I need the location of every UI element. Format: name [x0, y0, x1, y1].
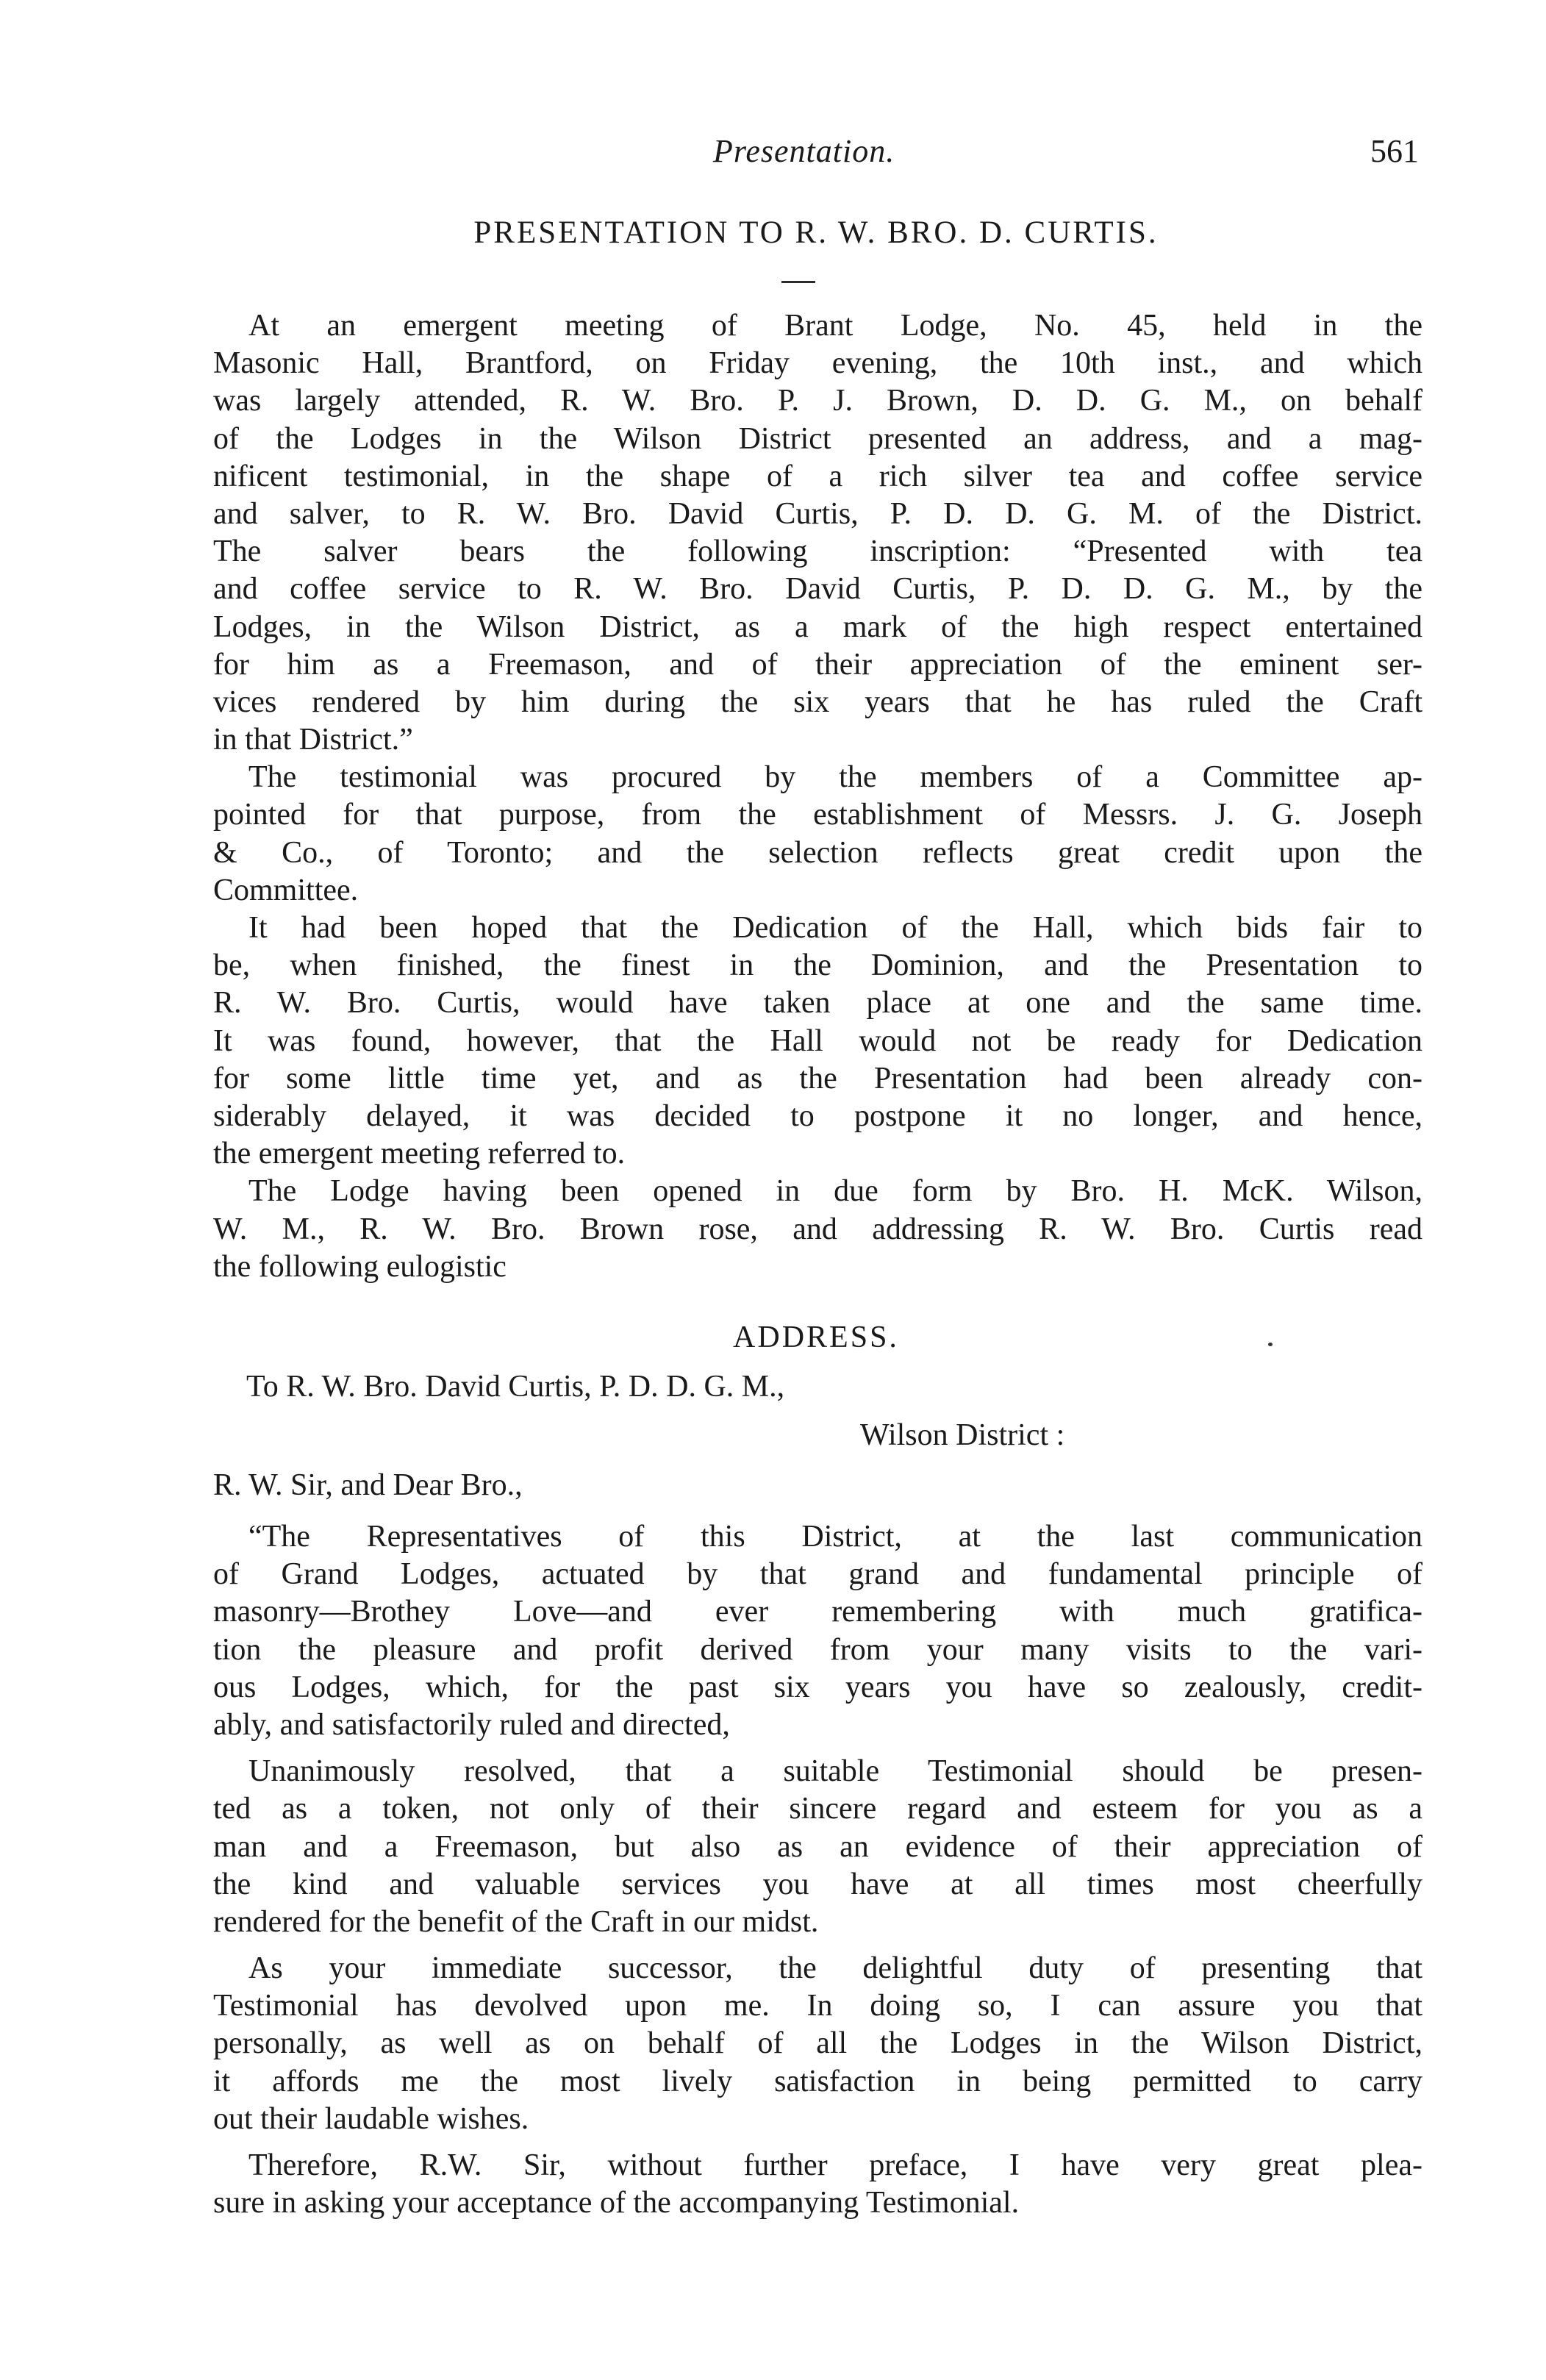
text-line: Testimonial has devolved upon me. In doing so, I can assure you that — [213, 1989, 1422, 2023]
text-line: was largely attended, R. W. Bro. P. J. Brown, D. D. G. M., on behalf — [213, 384, 1422, 418]
text-line: ted as a token, not only of their sincere regard and esteem for you as a — [213, 1792, 1422, 1826]
text-line: W. M., R. W. Bro. Brown rose, and addressing R. W. Bro. Curtis read — [213, 1212, 1422, 1246]
text-line: in that District.” — [213, 723, 413, 757]
text-line: pointed for that purpose, from the establishment of Messrs. J. G. Joseph — [213, 798, 1422, 832]
text-line: masonry—Brothey Love—and ever remembering with much gratifica- — [213, 1595, 1422, 1629]
text-line: the following eulogistic — [213, 1249, 507, 1284]
text-line: vices rendered by him during the six years that he has ruled the Craft — [213, 685, 1422, 719]
text-line: and coffee service to R. W. Bro. David Curtis, P. D. D. G. M., by the — [213, 572, 1422, 607]
article-heading: PRESENTATION TO R. W. BRO. D. CURTIS. — [473, 215, 1159, 250]
text-line: and salver, to R. W. Bro. David Curtis, P. D. D. G. M. of the District. — [213, 496, 1422, 531]
address-salutation: R. W. Sir, and Dear Bro., — [213, 1468, 523, 1502]
text-line: the kind and valuable services you have at all times most cheerfully — [213, 1867, 1422, 1901]
text-line: Committee. — [213, 873, 359, 907]
text-line: “The Representatives of this District, at the last communication — [248, 1520, 1422, 1554]
text-line: The salver bears the following inscription: “Presented with tea — [213, 535, 1422, 569]
text-line: R. W. Bro. Curtis, would have taken place at one and the same time. — [213, 986, 1422, 1021]
text-line: siderably delayed, it was decided to postpone it no longer, and hence, — [213, 1098, 1422, 1133]
text-line: & Co., of Toronto; and the selection reflects great credit upon the — [213, 835, 1422, 870]
text-line: The Lodge having been opened in due form by Bro. H. McK. Wilson, — [248, 1174, 1422, 1209]
text-line: the emergent meeting referred to. — [213, 1137, 626, 1171]
text-line: tion the pleasure and profit derived from your many visits to the vari- — [213, 1632, 1422, 1667]
text-line: As your immediate successor, the delightful duty of presenting that — [248, 1951, 1422, 1986]
text-line: for some little time yet, and as the Presentation had been already con- — [213, 1061, 1422, 1096]
text-line: personally, as well as on behalf of all the Lodges in the Wilson District, — [213, 2026, 1422, 2061]
address-title: ADDRESS. — [733, 1321, 899, 1354]
text-line: ous Lodges, which, for the past six years you have so zealously, credit- — [213, 1670, 1422, 1704]
text-line: of Grand Lodges, actuated by that grand and fundamental principle of — [213, 1557, 1422, 1592]
text-line: of the Lodges in the Wilson District presented an address, and a mag- — [213, 421, 1422, 456]
text-line: It had been hoped that the Dedication of the Hall, which bids fair to — [248, 911, 1422, 945]
text-line: for him as a Freemason, and of their appreciation of the eminent ser- — [213, 647, 1422, 682]
text-line: At an emergent meeting of Brant Lodge, No. 45, held in the — [248, 309, 1422, 343]
text-line: it affords me the most lively satisfaction in being permitted to carry — [213, 2064, 1422, 2098]
text-line: ably, and satisfactorily ruled and directed, — [213, 1707, 730, 1742]
text-line: nificent testimonial, in the shape of a rich silver tea and coffee service — [213, 459, 1422, 493]
page-number: 561 — [1370, 133, 1419, 169]
article-body — [213, 307, 1422, 1286]
text-line: Masonic Hall, Brantford, on Friday evening, the 10th inst., and which — [213, 346, 1422, 381]
heading-dash — [781, 281, 815, 283]
address-recipient: To R. W. Bro. David Curtis, P. D. D. G. M., — [246, 1370, 785, 1404]
text-line: Therefore, R.W. Sir, without further preface, I have very great plea- — [248, 2148, 1422, 2182]
text-line: The testimonial was procured by the members of a Committee ap- — [248, 760, 1422, 795]
text-line: be, when finished, the finest in the Dominion, and the Presentation to — [213, 948, 1422, 983]
address-district: Wilson District : — [860, 1418, 1065, 1452]
text-line: man and a Freemason, but also as an evidence of their appreciation of — [213, 1829, 1422, 1864]
running-head — [213, 132, 1419, 184]
ink-speck — [1268, 1343, 1273, 1346]
text-line: Lodges, in the Wilson District, as a mark of the high respect entertained — [213, 610, 1422, 644]
text-line: It was found, however, that the Hall would not be ready for Dedication — [213, 1023, 1422, 1058]
running-title: Presentation. — [713, 133, 895, 169]
text-line: out their laudable wishes. — [213, 2101, 529, 2136]
address-body — [213, 1518, 1422, 2222]
text-line: Unanimously resolved, that a suitable Testimonial should be presen- — [248, 1754, 1422, 1789]
text-line: rendered for the benefit of the Craft in our midst. — [213, 1904, 819, 1939]
text-line: sure in asking your acceptance of the accompanying Testimonial. — [213, 2186, 1020, 2220]
